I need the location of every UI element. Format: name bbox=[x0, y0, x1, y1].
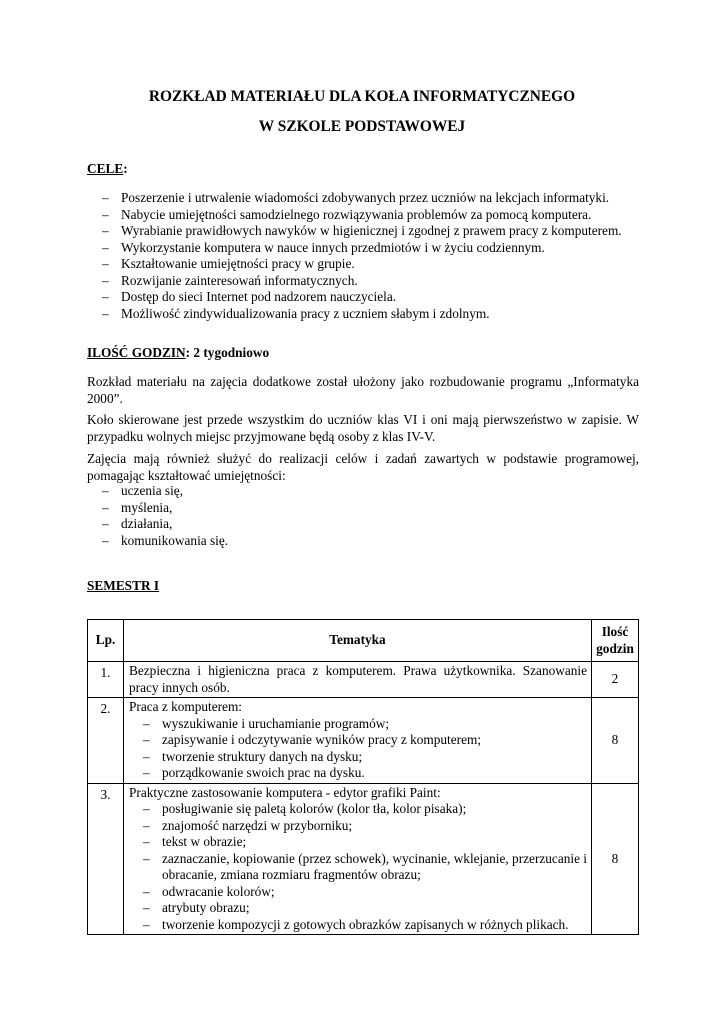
row-number: 3. bbox=[88, 783, 124, 935]
row-topic: Bezpieczna i higieniczna praca z komputerem. Prawa użytkownika. Szanowanie pracy innych osób. bbox=[124, 662, 592, 698]
semester-heading-text: SEMESTR I bbox=[87, 578, 160, 593]
skill-item: – uczenia się, bbox=[102, 483, 228, 500]
column-header-lp: Lp. bbox=[88, 620, 124, 662]
goal-item: – Nabycie umiejętności samodzielnego rozwiązywania problemów za pomocą komputera. bbox=[102, 207, 642, 224]
table-row bbox=[88, 783, 639, 935]
skill-item: – myślenia, bbox=[102, 500, 228, 517]
topic-item: – wyszukiwanie i uruchamianie programów; bbox=[143, 716, 587, 733]
row-topic bbox=[124, 698, 592, 784]
topic-item: – zapisywanie i odczytywanie wyników pracy z komputerem; bbox=[143, 732, 587, 749]
goal-item: – Wyrabianie prawidłowych nawyków w higienicznej i zgodnej z prawem pracy z komputerem. bbox=[102, 223, 642, 240]
semester-heading bbox=[87, 578, 159, 595]
hours-heading bbox=[87, 345, 269, 362]
column-header-hours bbox=[592, 620, 639, 662]
paragraph-program: Rozkład materiału na zajęcia dodatkowe został ułożony jako rozbudowanie programu „Informatyka 2000”. bbox=[87, 374, 639, 406]
row-topic-title: Praktyczne zastosowanie komputera - edytor grafiki Paint: bbox=[129, 784, 441, 800]
row-topic-list bbox=[143, 801, 587, 933]
topic-item: – znajomość narzędzi w przyborniku; bbox=[143, 818, 587, 835]
document-title-line-1: ROZKŁAD MATERIAŁU DLA KOŁA INFORMATYCZNEGO bbox=[148, 88, 576, 105]
column-header-hours-line-1: Ilość bbox=[601, 624, 629, 639]
column-header-hours-line-2: godzin bbox=[596, 640, 634, 656]
topic-item: – zaznaczanie, kopiowanie (przez schowek), wycinanie, wklejanie, przerzucanie i obracanie, zmiana rozmiaru fragmentów obrazu; bbox=[143, 851, 587, 884]
skills-list bbox=[102, 483, 228, 549]
skill-item: – komunikowania się. bbox=[102, 533, 228, 550]
row-topic-title: Praca z komputerem: bbox=[129, 699, 242, 714]
table-header-row bbox=[88, 620, 639, 662]
document-title-line-2: W SZKOLE PODSTAWOWEJ bbox=[258, 118, 466, 135]
row-hours: 8 bbox=[592, 783, 639, 935]
hours-heading-text: ILOŚĆ GODZIN bbox=[87, 345, 186, 360]
row-number: 2. bbox=[88, 698, 124, 784]
topic-item: – posługiwanie się paletą kolorów (kolor tła, kolor pisaka); bbox=[143, 801, 587, 818]
goal-item: – Dostęp do sieci Internet pod nadzorem nauczyciela. bbox=[102, 289, 642, 306]
topic-item: – porządkowanie swoich prac na dysku. bbox=[143, 765, 587, 782]
topic-item: – tworzenie struktury danych na dysku; bbox=[143, 749, 587, 766]
skill-item: – działania, bbox=[102, 516, 228, 533]
paragraph-target-group: Koło skierowane jest przede wszystkim do uczniów klas VI i oni mają pierwszeństwo w zapisie. W przypadku wolnych miejsc przyjmowane będą osoby z klas IV-V. bbox=[87, 412, 639, 444]
hours-value: : 2 tygodniowo bbox=[185, 345, 270, 360]
goals-heading-suffix: : bbox=[123, 161, 128, 176]
row-number: 1. bbox=[88, 662, 124, 698]
row-topic-list bbox=[143, 716, 587, 782]
column-header-topic: Tematyka bbox=[124, 620, 592, 662]
topic-item: – tworzenie kompozycji z gotowych obrazków zapisanych w różnych plikach. bbox=[143, 917, 587, 934]
table-row bbox=[88, 662, 639, 698]
goals-heading bbox=[87, 161, 128, 178]
topic-item: – odwracanie kolorów; bbox=[143, 884, 587, 901]
goal-item: – Poszerzenie i utrwalenie wiadomości zdobywanych przez uczniów na lekcjach informatyki. bbox=[102, 190, 642, 207]
row-hours: 2 bbox=[592, 662, 639, 698]
paragraph-skills-intro: Zajęcia mają również służyć do realizacji celów i zadań zawartych w podstawie programowej, pomagając kształtować umiejętności: bbox=[87, 451, 639, 483]
syllabus-table bbox=[87, 619, 639, 935]
topic-item: – tekst w obrazie; bbox=[143, 834, 587, 851]
goal-item: – Wykorzystanie komputera w nauce innych przedmiotów i w życiu codziennym. bbox=[102, 240, 642, 257]
row-hours: 8 bbox=[592, 698, 639, 784]
goals-list bbox=[102, 190, 642, 322]
goal-item: – Kształtowanie umiejętności pracy w grupie. bbox=[102, 256, 642, 273]
row-topic bbox=[124, 783, 592, 935]
goal-item: – Rozwijanie zainteresowań informatycznych. bbox=[102, 273, 642, 290]
goal-item: – Możliwość zindywidualizowania pracy z uczniem słabym i zdolnym. bbox=[102, 306, 642, 323]
topic-item: – atrybuty obrazu; bbox=[143, 900, 587, 917]
table-row bbox=[88, 698, 639, 784]
goals-heading-text: CELE bbox=[87, 161, 124, 176]
